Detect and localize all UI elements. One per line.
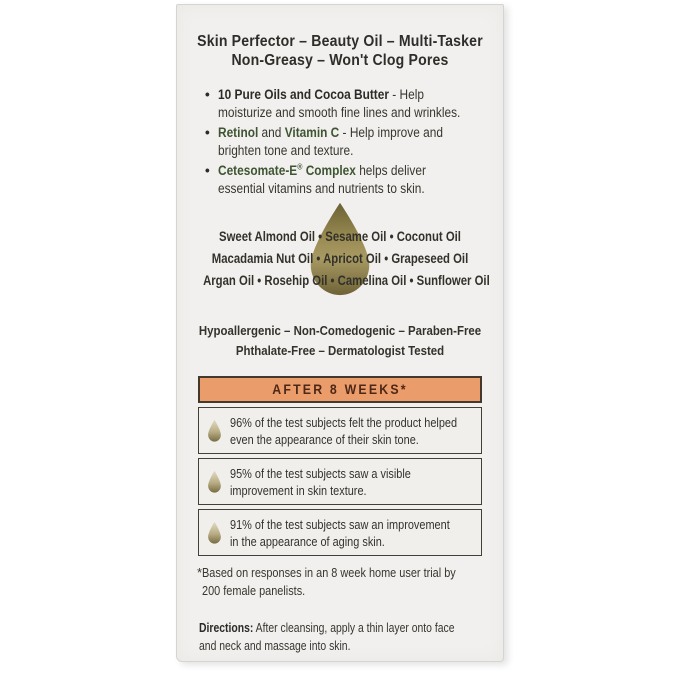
oils-line: Macadamia Nut Oil • Apricot Oil • Grapeseed Oil: [211, 251, 469, 266]
drop-icon: [206, 470, 223, 493]
bullet-text: helps deliver: [355, 163, 426, 178]
results-table-header: [198, 376, 482, 403]
bullet-text: moisturize and smooth fine lines and wrinkles.: [218, 104, 461, 120]
result-stat-line: 95% of the test subjects saw a visible: [230, 465, 411, 481]
claims-line: Hypoallergenic – Non-Comedogenic – Paraben-Free: [198, 323, 482, 338]
bullet-lead: Vitamin C: [284, 125, 340, 140]
result-row-91: [198, 509, 482, 556]
footnote: [197, 564, 491, 599]
bullet-lead: Retinol: [218, 125, 259, 140]
bullet-text: - Help: [388, 87, 424, 102]
bullet-pure-oils: [205, 86, 489, 121]
result-stat-line: 96% of the test subjects felt the product helped: [230, 414, 458, 430]
bullet-text: - Help improve and: [339, 125, 443, 140]
claims-line: Phthalate-Free – Dermatologist Tested: [235, 342, 445, 358]
result-stat-line: 91% of the test subjects saw an improvement: [230, 516, 450, 532]
oils-section: [177, 201, 503, 299]
bullet-cetesomate: [205, 162, 489, 197]
bullet-lead: 10 Pure Oils and Cocoa Butter: [218, 87, 389, 102]
panel-title-line2: Non-Greasy – Won't Clog Pores: [231, 52, 449, 69]
oils-line: Sweet Almond Oil • Sesame Oil • Coconut Oil: [219, 229, 461, 244]
result-stat-line: even the appearance of their skin tone.: [230, 431, 419, 447]
directions-text: and neck and massage into skin.: [199, 637, 351, 653]
bullet-lead: Complex: [302, 163, 356, 178]
bullet-lead: Cetesomate-E: [218, 163, 298, 178]
bullet-dot: •: [205, 87, 210, 102]
drop-icon: [206, 419, 223, 442]
footnote-line: Based on responses in an 8 week home user trial by: [202, 565, 456, 580]
results-table: [198, 376, 482, 556]
result-stat-line: in the appearance of aging skin.: [230, 533, 385, 549]
results-header-label: AFTER 8 WEEKS*: [272, 381, 408, 397]
bullet-dot: •: [205, 125, 210, 140]
bullet-text: brighten tone and texture.: [218, 142, 354, 158]
panel-title-line1: Skin Perfector – Beauty Oil – Multi-Tasker: [197, 33, 483, 50]
footnote-asterisk: *: [197, 565, 203, 580]
footnote-line: 200 female panelists.: [202, 582, 306, 598]
drop-icon: [206, 521, 223, 544]
bullet-text: essential vitamins and nutrients to skin.: [218, 180, 425, 196]
bullet-text: and: [258, 125, 285, 140]
result-row-96: [198, 407, 482, 454]
directions: [199, 619, 491, 654]
oils-line: Argan Oil • Rosehip Oil • Camelina Oil • Sunflower Oil: [203, 273, 490, 288]
registered-mark: ®: [297, 162, 303, 172]
product-back-panel: [176, 4, 504, 662]
oils-list: [177, 201, 503, 292]
result-row-95: [198, 458, 482, 505]
claims-text: [177, 321, 503, 360]
directions-label: Directions:: [199, 620, 254, 635]
directions-text: After cleansing, apply a thin layer onto face: [253, 620, 455, 635]
bullet-retinol: [205, 124, 489, 159]
benefit-bullets: [205, 86, 489, 197]
bullet-dot: •: [205, 163, 210, 178]
panel-title: [177, 32, 503, 70]
result-stat-line: improvement in skin texture.: [230, 482, 367, 498]
